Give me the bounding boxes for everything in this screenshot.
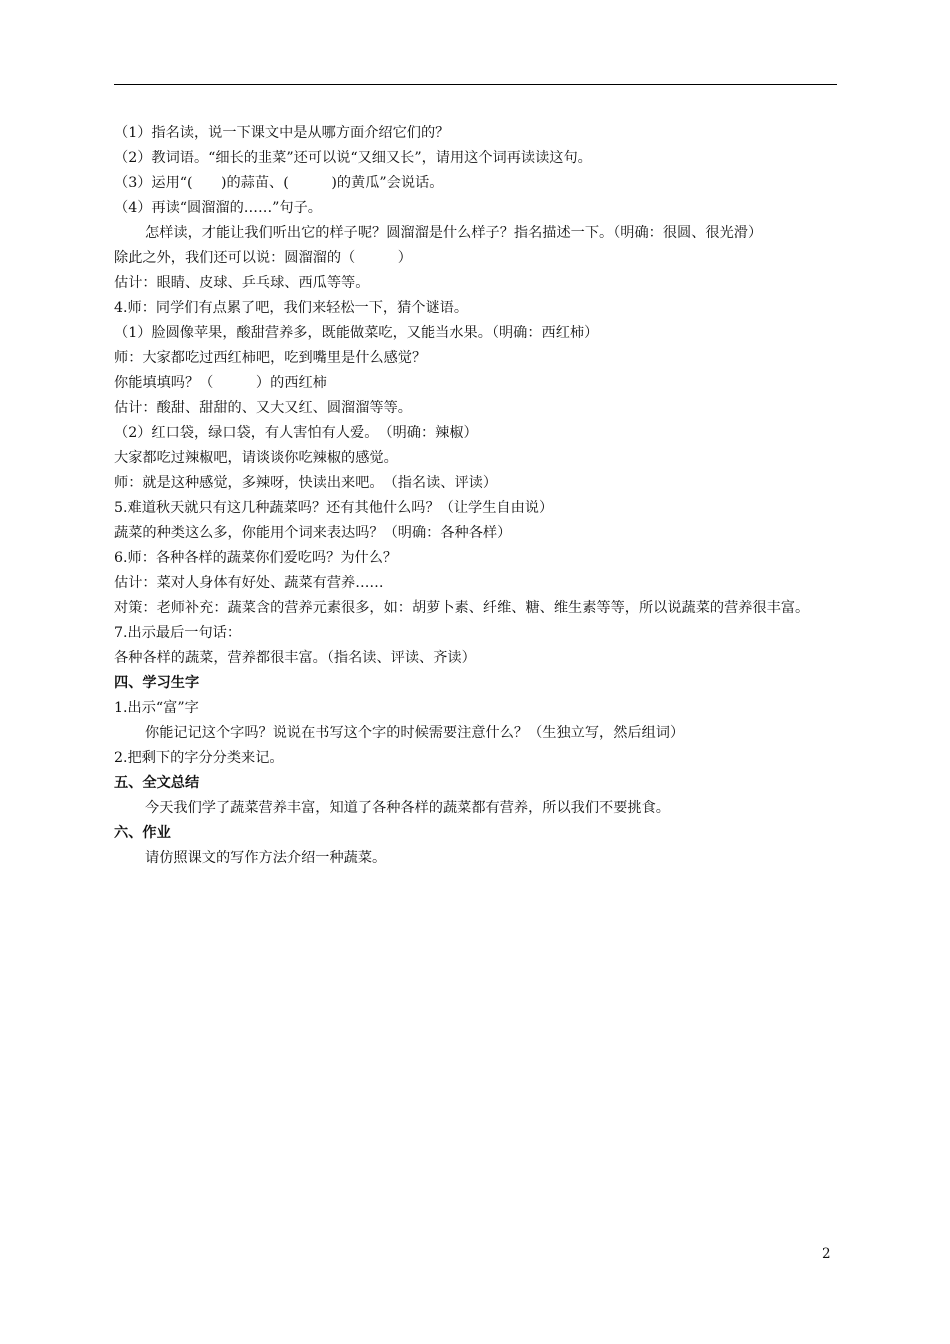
text-line: 各种各样的蔬菜，营养都很丰富。（指名读、评读、齐读） — [114, 650, 476, 666]
text-line: （4）再读“圆溜溜的……”句子。 — [114, 200, 322, 216]
text-line: 师：就是这种感觉，多辣呀，快读出来吧。 （指名读、评读） — [114, 475, 498, 491]
text-line: 怎样读，才能让我们听出它的样子呢？圆溜溜是什么样子？指名描述一下。（明确：很圆、很光滑） — [145, 225, 763, 241]
text-line: （1）脸圆像苹果，酸甜营养多，既能做菜吃，又能当水果。（明确：西红柿） — [114, 325, 599, 341]
text-line: （2）教词语。“细长的韭菜”还可以说“又细又长”，请用这个词再读读这句。 — [114, 150, 592, 166]
section-heading: 四、学习生字 — [114, 675, 200, 691]
text-line: （3）运用“( )的蒜苗、( )的黄瓜”会说话。 — [114, 175, 444, 191]
text-line: 4.师：同学们有点累了吧，我们来轻松一下，猜个谜语。 — [114, 300, 469, 316]
text-line: 2.把剩下的字分分类来记。 — [114, 750, 284, 766]
text-line: 估计：眼睛、皮球、乒乓球、西瓜等等。 — [114, 275, 370, 291]
page-number: 2 — [822, 1246, 831, 1262]
text-line: 对策：老师补充：蔬菜含的营养元素很多，如：胡萝卜素、纤维、糖、维生素等等，所以说蔬菜的营养很丰富。 — [114, 600, 810, 616]
text-line: 6.师：各种各样的蔬菜你们爱吃吗？为什么？ — [114, 550, 398, 566]
text-line: 今天我们学了蔬菜营养丰富，知道了各种各样的蔬菜都有营养，所以我们不要挑食。 — [145, 800, 670, 816]
section-heading: 六、作业 — [114, 825, 171, 841]
text-line: 师：大家都吃过西红柿吧，吃到嘴里是什么感觉？ — [114, 350, 427, 366]
text-line: 请仿照课文的写作方法介绍一种蔬菜。 — [145, 850, 387, 866]
text-line: （2）红口袋，绿口袋，有人害怕有人爱。 （明确：辣椒） — [114, 425, 478, 441]
text-line: 除此之外，我们还可以说：圆溜溜的（ ） — [114, 250, 412, 266]
header-rule — [114, 84, 837, 85]
section-heading: 五、全文总结 — [114, 775, 200, 791]
text-line: 大家都吃过辣椒吧，请谈谈你吃辣椒的感觉。 — [114, 450, 398, 466]
text-line: 7.出示最后一句话： — [114, 625, 242, 641]
text-line: 蔬菜的种类这么多，你能用个词来表达吗？（明确：各种各样） — [114, 525, 512, 541]
text-line: 1.出示“富”字 — [114, 700, 199, 716]
text-line: （1）指名读，说一下课文中是从哪方面介绍它们的？ — [114, 125, 450, 141]
text-line: 5.难道秋天就只有这几种蔬菜吗？还有其他什么吗？（让学生自由说） — [114, 500, 554, 516]
text-line: 估计：酸甜、甜甜的、又大又红、圆溜溜等等。 — [114, 400, 412, 416]
text-line: 估计：菜对人身体有好处、蔬菜有营养…… — [114, 575, 384, 591]
text-line: 你能填填吗？（ ）的西红柿 — [114, 375, 327, 391]
text-line: 你能记记这个字吗？说说在书写这个字的时候需要注意什么？（生独立写，然后组词） — [145, 725, 685, 741]
document-body — [114, 121, 840, 871]
